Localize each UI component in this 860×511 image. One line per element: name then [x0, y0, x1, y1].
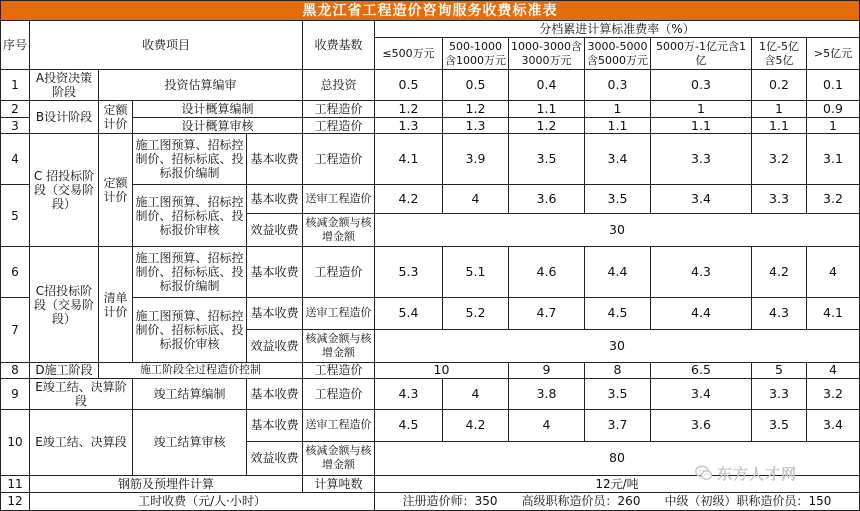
- header-tier: 1000-3000含3000万元: [509, 38, 585, 70]
- header-base: 收费基数: [303, 21, 375, 70]
- row-seq: 9: [1, 378, 30, 409]
- row-seq: 12: [1, 492, 30, 510]
- watermark-text: 东方人才网: [717, 464, 798, 483]
- fee-type-label: 效益收费: [247, 214, 303, 247]
- stage-label: A投资决策阶段: [30, 70, 99, 101]
- item-label: 施工图预算、招标控制价、招标标底、投标报价编制: [133, 134, 247, 185]
- rate-cell: 3.6: [509, 185, 585, 214]
- rate-cell: 4: [807, 247, 860, 297]
- rate-cell: 1: [585, 101, 651, 118]
- base-label: 总投资: [303, 70, 375, 101]
- row-seq: 1: [1, 70, 30, 101]
- table-title: 黑龙江省工程造价咨询服务收费标准表: [1, 1, 860, 21]
- item-label: 施工阶段全过程造价控制: [99, 362, 303, 378]
- item-label: 施工图预算、招标控制价、招标标底、投标报价审核: [133, 185, 247, 247]
- header-rate-group: 分档累进计算标准费率（%）: [375, 21, 860, 38]
- base-label: 工程造价: [303, 101, 375, 118]
- row-seq: 5: [1, 185, 30, 247]
- item-label: 竣工结算审核: [133, 409, 247, 475]
- base-label: 核减金额与核增金额: [303, 329, 375, 362]
- rate-cell: 3.4: [651, 378, 752, 409]
- stage-label: E竣工结、决算段: [30, 409, 133, 475]
- row-seq: 2: [1, 101, 30, 118]
- rate-cell: 4.1: [375, 134, 443, 185]
- base-label: 工程造价: [303, 134, 375, 185]
- rate-cell: 3.3: [752, 378, 807, 409]
- rate-cell: 5.2: [443, 297, 509, 329]
- item-label: 钢筋及预埋件计算: [30, 475, 303, 492]
- rate-cell: 1: [807, 118, 860, 134]
- rate-cell: 3.1: [807, 134, 860, 185]
- rate-cell: 4.3: [752, 297, 807, 329]
- base-label: 计算吨数: [303, 475, 375, 492]
- rate-cell: 10: [375, 362, 509, 378]
- base-label: 送审工程造价: [303, 185, 375, 214]
- rate-cell: 4.4: [585, 247, 651, 297]
- row-seq: 11: [1, 475, 30, 492]
- stage-label: E竣工结、决算阶段: [30, 378, 133, 409]
- stage-label: C招投标阶段（交易阶段）: [30, 247, 99, 362]
- rate-cell: 3.2: [752, 134, 807, 185]
- base-label: 送审工程造价: [303, 297, 375, 329]
- row-seq: 8: [1, 362, 30, 378]
- benefit-rate-cell: 30: [375, 329, 860, 362]
- rate-cell: 0.3: [651, 70, 752, 101]
- fee-type-label: 效益收费: [247, 441, 303, 475]
- row-seq: 4: [1, 134, 30, 185]
- base-label: 核减金额与核增金额: [303, 441, 375, 475]
- header-tier: 500-1000含1000万元: [443, 38, 509, 70]
- row-seq: 6: [1, 247, 30, 297]
- header-tier: 5000万-1亿元含1亿: [651, 38, 752, 70]
- rate-cell: 1.3: [375, 118, 443, 134]
- rate-cell: 3.8: [509, 378, 585, 409]
- method-label: 清单计价: [99, 247, 133, 362]
- rate-cell: 1.1: [752, 118, 807, 134]
- rate-cell: 3.5: [585, 185, 651, 214]
- rate-cell: 3.5: [752, 409, 807, 441]
- rate-cell: 1.1: [585, 118, 651, 134]
- rate-cell: 1.2: [443, 101, 509, 118]
- item-label: 投资估算编审: [99, 70, 303, 101]
- fee-type-label: 基本收费: [247, 247, 303, 297]
- rate-cell: 4.2: [443, 409, 509, 441]
- rate-cell: 4.2: [752, 247, 807, 297]
- rate-cell: 3.9: [443, 134, 509, 185]
- base-label: 核减金额与核增金额: [303, 214, 375, 247]
- rate-cell: 0.4: [509, 70, 585, 101]
- header-tier: >5亿元: [807, 38, 860, 70]
- rate-cell: 5.1: [443, 247, 509, 297]
- rate-cell: 0.1: [807, 70, 860, 101]
- rate-cell: 1.3: [443, 118, 509, 134]
- rate-cell: 1: [752, 101, 807, 118]
- row-seq: 10: [1, 409, 30, 475]
- rate-cell: 4: [443, 378, 509, 409]
- rate-cell: 1.1: [651, 118, 752, 134]
- rate-cell: 4.7: [509, 297, 585, 329]
- benefit-rate-cell: 30: [375, 214, 860, 247]
- rate-cell: 3.3: [651, 134, 752, 185]
- rate-cell: 3.2: [807, 378, 860, 409]
- item-label: 施工图预算、招标控制价、招标标底、投标报价审核: [133, 297, 247, 362]
- row-seq: 7: [1, 297, 30, 362]
- rate-cell: 4: [509, 409, 585, 441]
- rate-cell: 0.3: [585, 70, 651, 101]
- fee-type-label: 基本收费: [247, 185, 303, 214]
- rate-cell: 5.3: [375, 247, 443, 297]
- rate-cell: 4: [807, 362, 860, 378]
- fee-type-label: 基本收费: [247, 378, 303, 409]
- item-label: 施工图预算、招标控制价、招标标底、投标报价编制: [133, 247, 247, 297]
- rate-cell: 4.2: [375, 185, 443, 214]
- header-item: 收费项目: [30, 21, 303, 70]
- rate-cell: 4.5: [375, 409, 443, 441]
- rate-cell: 5: [752, 362, 807, 378]
- row-seq: 3: [1, 118, 30, 134]
- stage-label: D施工阶段: [30, 362, 99, 378]
- base-label: 工程造价: [303, 362, 375, 378]
- rate-cell: 4.3: [375, 378, 443, 409]
- rate-cell: 4.5: [585, 297, 651, 329]
- method-label: 定额计价: [99, 101, 133, 134]
- base-label: 工程造价: [303, 118, 375, 134]
- fee-type-label: 效益收费: [247, 329, 303, 362]
- rate-cell: 1.2: [375, 101, 443, 118]
- rate-cell: 3.4: [651, 185, 752, 214]
- fee-type-label: 基本收费: [247, 134, 303, 185]
- rate-cell: 9: [509, 362, 585, 378]
- hourly-rate-cell: 注册造价师：350 高级职称造价员：260 中级（初级）职称造价员：150: [375, 492, 860, 510]
- price-cell: 12元/吨: [375, 475, 860, 492]
- rate-cell: 8: [585, 362, 651, 378]
- header-tier: 1亿-5亿含5亿: [752, 38, 807, 70]
- rate-cell: 3.5: [509, 134, 585, 185]
- method-label: 定额计价: [99, 134, 133, 247]
- rate-cell: 0.2: [752, 70, 807, 101]
- rate-cell: 6.5: [651, 362, 752, 378]
- base-label: 工程造价: [303, 247, 375, 297]
- rate-cell: 4.3: [651, 247, 752, 297]
- rate-cell: 3.4: [807, 409, 860, 441]
- rate-cell: 5.4: [375, 297, 443, 329]
- stage-label: C 招投标阶段（交易阶段）: [30, 134, 99, 247]
- base-label: 工程造价: [303, 378, 375, 409]
- rate-cell: 1: [651, 101, 752, 118]
- item-label: 工时收费（元/人·小时）: [30, 492, 375, 510]
- header-tier: ≤500万元: [375, 38, 443, 70]
- rate-cell: 3.2: [807, 185, 860, 214]
- benefit-rate-cell: 80: [375, 441, 860, 475]
- rate-cell: 3.5: [585, 378, 651, 409]
- item-label: 设计概算审核: [133, 118, 303, 134]
- fee-type-label: 基本收费: [247, 297, 303, 329]
- rate-cell: 1.2: [509, 118, 585, 134]
- rate-cell: 0.5: [443, 70, 509, 101]
- rate-cell: 4.1: [807, 297, 860, 329]
- stage-label: B设计阶段: [30, 101, 99, 134]
- rate-cell: 4.4: [651, 297, 752, 329]
- fee-type-label: 基本收费: [247, 409, 303, 441]
- rate-cell: 0.5: [375, 70, 443, 101]
- rate-cell: 3.7: [585, 409, 651, 441]
- base-label: 送审工程造价: [303, 409, 375, 441]
- rate-cell: 3.6: [651, 409, 752, 441]
- rate-cell: 4: [443, 185, 509, 214]
- rate-cell: 4.6: [509, 247, 585, 297]
- rate-cell: 3.3: [752, 185, 807, 214]
- header-tier: 3000-5000含5000万元: [585, 38, 651, 70]
- rate-cell: 1.1: [509, 101, 585, 118]
- rate-cell: 3.4: [585, 134, 651, 185]
- header-seq: 序号: [1, 21, 30, 70]
- item-label: 设计概算编制: [133, 101, 303, 118]
- rate-cell: 0.9: [807, 101, 860, 118]
- item-label: 竣工结算编制: [133, 378, 247, 409]
